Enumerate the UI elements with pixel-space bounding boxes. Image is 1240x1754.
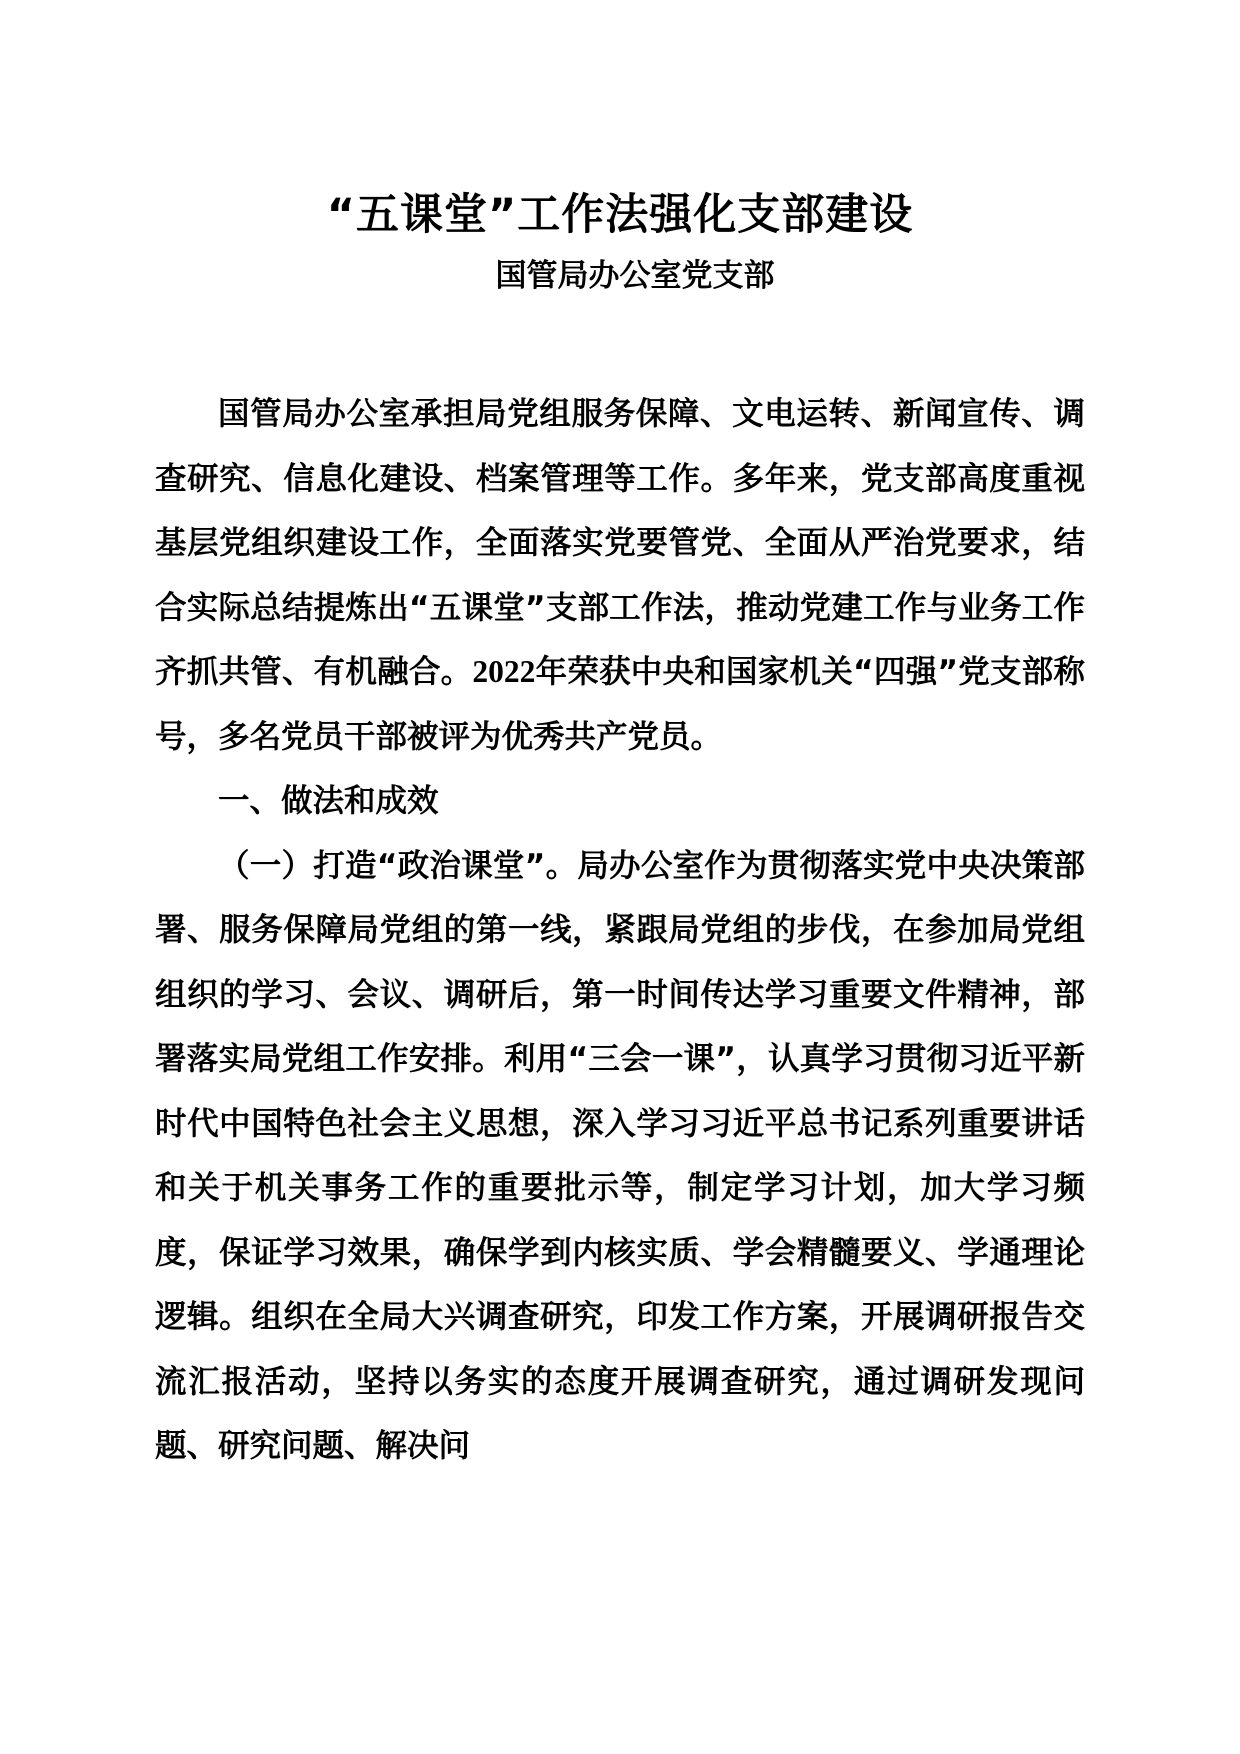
intro-year: 2022	[472, 654, 536, 689]
intro-text-part2: 年荣获中央和国家机关“四强”党支部称号，多名党员干部被评为优秀共产党员。	[155, 654, 1085, 755]
intro-text-part1: 国管局办公室承担局党组服务保障、文电运转、新闻宣传、调查研究、信息化建设、档案管理等工作。多年来，党支部高度重视基层党组织建设工作，全面落实党要管党、全面从严治党要求，结合实际总结提炼出“五课堂”支部工作法，推动党建工作与业务工作齐抓共管、有机融合。	[155, 396, 1085, 690]
document-body	[155, 382, 1085, 1479]
political-classroom-paragraph: （一）打造“政治课堂”。局办公室作为贯彻落实党中央决策部署、服务保障局党组的第一线，紧跟局党组的步伐，在参加局党组组织的学习、会议、调研后，第一时间传达学习重要文件精神，部署落实局党组工作安排。利用“三会一课”，认真学习贯彻习近平新时代中国特色社会主义思想，深入学习习近平总书记系列重要讲话和关于机关事务工作的重要批示等，制定学习计划，加大学习频度，保证学习效果，确保学到内核实质、学会精髓要义、学通理论逻辑。组织在全局大兴调查研究，印发工作方案，开展调研报告交流汇报活动，坚持以务实的态度开展调查研究，通过调研发现问题、研究问题、解决问	[155, 847, 1085, 1464]
document-title: “五课堂”工作法强化支部建设	[326, 190, 914, 240]
document-author: 国管局办公室党支部	[495, 258, 775, 294]
section-heading: 一、做法和成效	[218, 783, 439, 819]
intro-paragraph	[155, 382, 1085, 769]
